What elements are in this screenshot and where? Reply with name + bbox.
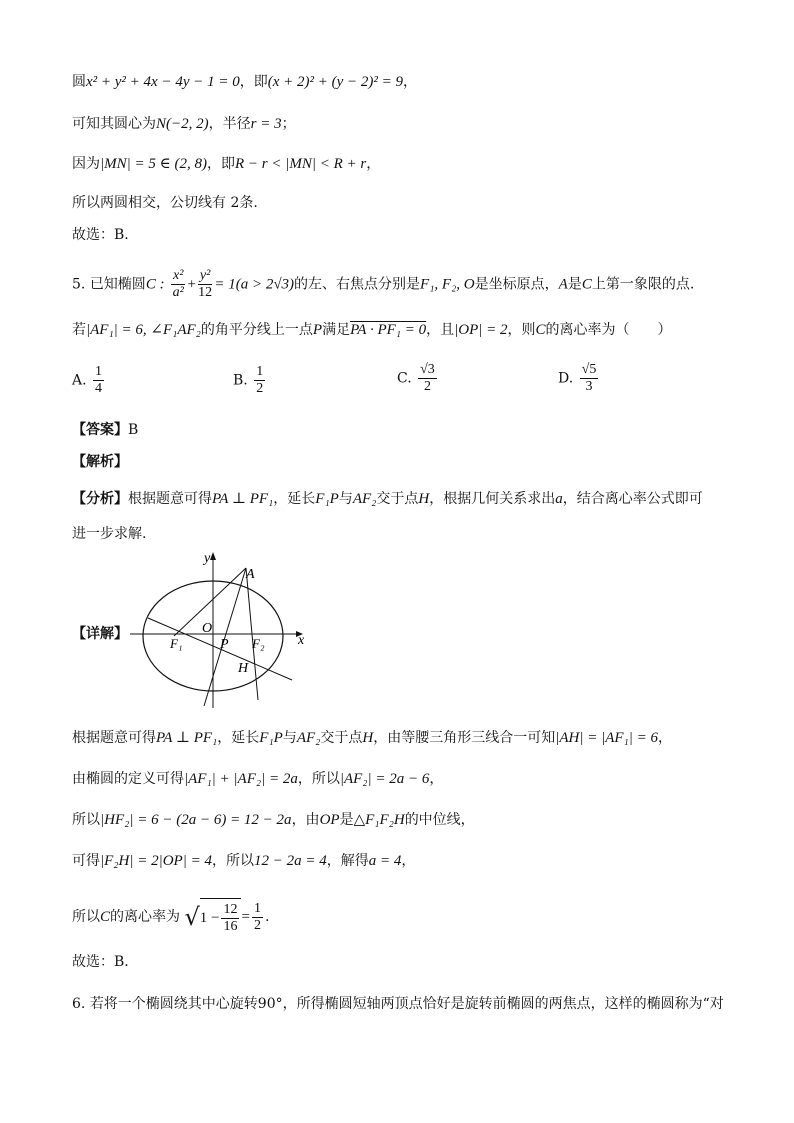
analysis-label: 【解析】	[72, 454, 128, 470]
text: ，根据几何关系求出	[429, 491, 556, 507]
text: 可知其圆心为	[72, 116, 156, 132]
equation: (x + 2)² + (y − 2)² = 9	[267, 74, 404, 90]
text: 可得	[72, 853, 100, 869]
equation: H	[362, 730, 374, 746]
equation: F₁P	[315, 491, 339, 507]
text: ，	[401, 853, 416, 869]
text: ，即	[239, 74, 268, 90]
sqrt-expression	[184, 898, 241, 936]
denominator: 12	[198, 285, 213, 300]
text: ，由等腰三角形三线合一可知	[373, 730, 556, 746]
equation: C	[100, 909, 111, 925]
denominator: 2	[256, 381, 264, 396]
text: 交于点	[376, 491, 419, 507]
text: 与	[338, 491, 353, 507]
text: ，所以	[297, 771, 340, 787]
question-number: 5.	[72, 276, 86, 293]
text: ，	[429, 771, 444, 787]
solution-line-conclusion: 所以两圆相交，公切线有 2条.	[72, 195, 258, 211]
equation: a = 4	[368, 853, 402, 869]
solution-line-because	[72, 154, 380, 174]
fenxi-label: 【分析】	[72, 491, 128, 507]
denominator: a²	[172, 285, 184, 300]
equation: |AF₂| = 2a − 6	[339, 771, 430, 787]
option-a[interactable]	[72, 364, 106, 397]
text: 由椭圆的定义可得	[72, 771, 184, 787]
text: ，则	[507, 322, 536, 338]
text: ，由	[291, 812, 320, 828]
equation: |AF₁| = 6, ∠F₁AF₂	[86, 322, 201, 338]
solution-step-1	[72, 728, 672, 748]
y-axis-arrow	[210, 552, 216, 560]
label-y: y	[204, 551, 211, 566]
equation: |MN| = 5 ∈ (2, 8)	[100, 156, 207, 172]
numerator: 12	[223, 901, 238, 917]
analysis-heading	[72, 452, 128, 472]
equation: AF₂	[352, 491, 377, 507]
equation: △F₁F₂H	[353, 812, 405, 828]
label-o: O	[202, 621, 213, 636]
text: 所以	[72, 909, 100, 925]
text: 是	[339, 812, 354, 828]
text: ，结合离心率公式即可	[562, 491, 703, 507]
ellipse-figure	[128, 548, 308, 710]
text: 是坐标原点，	[474, 276, 559, 293]
equation: |F₂H| = 2|OP| = 4	[100, 853, 212, 869]
denominator: 4	[95, 381, 103, 396]
text: ，半径	[208, 116, 251, 132]
fenxi-line-1	[72, 489, 703, 509]
solution-step-3	[72, 810, 475, 830]
text: ，	[366, 156, 381, 172]
answer-value: B	[128, 422, 139, 438]
option-label: A.	[72, 372, 87, 389]
numerator: y²	[199, 268, 211, 283]
text: 交于点	[320, 730, 363, 746]
solution-line-center	[72, 114, 296, 134]
plus: +	[187, 276, 196, 293]
equation: = 1(a > 2√3)	[214, 276, 295, 293]
solution-line-choice: 故选：B.	[72, 227, 129, 243]
sqrt-pre: 1 −	[199, 910, 220, 926]
text: 已知椭圆	[89, 276, 146, 293]
equation: |AH| = |AF₁| = 6	[555, 730, 658, 746]
xiangjie-label	[72, 624, 128, 644]
text: 是	[567, 276, 582, 293]
question-number: 6.	[72, 996, 86, 1012]
option-a-fraction	[93, 364, 104, 397]
sqrt-sign: √	[184, 903, 200, 931]
text: 上第一象限的点.	[591, 276, 695, 293]
option-label: B.	[233, 372, 248, 389]
option-d-fraction	[580, 362, 599, 395]
numerator: 1	[95, 364, 103, 379]
text: 圆	[72, 74, 86, 90]
text: .	[264, 909, 270, 925]
text: 根据题意可得	[128, 491, 212, 507]
text: 的角平分线上一点	[200, 322, 313, 338]
fraction-y2-12	[198, 268, 212, 301]
numerator: 1	[256, 364, 264, 379]
label-f1: F₁	[170, 636, 183, 651]
option-b[interactable]	[233, 364, 267, 397]
label-h: H	[238, 661, 249, 676]
question-6-line	[72, 994, 724, 1014]
text: 因为	[72, 156, 100, 172]
equation: OP	[319, 812, 340, 828]
equation: r = 3	[250, 116, 282, 132]
equation: C :	[145, 276, 165, 293]
text: ，	[403, 74, 418, 90]
solution-step-4	[72, 851, 415, 871]
option-b-fraction	[254, 364, 265, 397]
fenxi-line-2: 进一步求解.	[72, 526, 147, 542]
text: ，	[658, 730, 672, 746]
equation: F₁P	[259, 730, 283, 746]
numerator: x²	[173, 268, 184, 283]
label-a: A	[246, 567, 255, 582]
label-x: x	[298, 633, 305, 648]
equation: x² + y² + 4x − 4y − 1 = 0	[86, 74, 240, 90]
answer-label: 【答案】	[72, 422, 128, 438]
vector-equation: PA · PF₁ = 0	[350, 322, 427, 338]
label-f2: F₂	[252, 636, 265, 651]
solution-line-circle	[72, 72, 417, 92]
equation: PA ⊥ PF₁	[156, 730, 218, 746]
option-c[interactable]	[397, 362, 439, 395]
text: ，解得	[326, 853, 369, 869]
equation: PA ⊥ PF₁	[212, 491, 274, 507]
equation: N(−2, 2)	[156, 116, 209, 132]
fraction-x2-a2	[171, 268, 185, 301]
label-p: P	[220, 637, 229, 652]
text: 满足	[322, 322, 351, 338]
text: ，延长	[217, 730, 260, 746]
equation: |AF₁| + |AF₂| = 2a	[184, 771, 298, 787]
option-d[interactable]	[558, 362, 600, 395]
text: ，即	[206, 156, 235, 172]
numerator: 1	[253, 900, 261, 916]
text: ，延长	[273, 491, 316, 507]
equals: =	[241, 909, 250, 925]
numerator: √3	[420, 362, 435, 377]
text: ，所以	[211, 853, 254, 869]
solution-choice: 故选：B.	[72, 954, 129, 970]
fraction-12-16	[221, 902, 239, 935]
text: 根据题意可得	[72, 730, 156, 746]
equation: a	[555, 491, 563, 507]
equation: C	[535, 322, 546, 338]
question-5-line-1	[72, 268, 695, 300]
denominator: 2	[423, 379, 431, 394]
equation: AF₂	[296, 730, 321, 746]
equation: A	[558, 276, 568, 293]
text: ；	[281, 116, 296, 132]
fraction-1-2	[252, 901, 263, 934]
equation: |OP| = 2	[454, 322, 508, 338]
text: 若	[72, 322, 86, 338]
option-label: C.	[397, 370, 412, 387]
equation: H	[418, 491, 430, 507]
equation: C	[581, 276, 592, 293]
denominator: 16	[223, 918, 238, 934]
solution-step-2	[72, 769, 443, 789]
solution-step-5	[72, 898, 269, 934]
sqrt-radicand	[200, 898, 242, 936]
numerator: √5	[581, 362, 597, 377]
xiangjie-label-text: 【详解】	[72, 626, 128, 642]
question-5-line-2	[72, 320, 672, 340]
text: 的左、右焦点分别是	[294, 276, 421, 293]
text: ，且	[426, 322, 455, 338]
option-c-fraction	[418, 362, 437, 395]
text: 的离心率为	[110, 909, 181, 925]
option-label: D.	[558, 370, 574, 387]
text: 与	[282, 730, 297, 746]
text: 所以	[72, 812, 100, 828]
answer-line	[72, 420, 138, 440]
equation: F₁, F₂, O	[420, 276, 475, 293]
equation: |HF₂| = 6 − (2a − 6) = 12 − 2a	[100, 812, 292, 828]
text: 的中位线，	[404, 812, 475, 828]
denominator: 2	[253, 917, 261, 933]
equation: P	[312, 322, 323, 338]
text: 的离心率为（ ）	[545, 322, 672, 338]
equation: R − r < |MN| < R + r	[234, 156, 367, 172]
denominator: 3	[585, 379, 593, 394]
equation: 12 − 2a = 4	[253, 853, 327, 869]
question-text: 若将一个椭圆绕其中心旋转90°，所得椭圆短轴两顶点恰好是旋转前椭圆的两焦点，这样的椭圆称为“对	[89, 996, 724, 1012]
